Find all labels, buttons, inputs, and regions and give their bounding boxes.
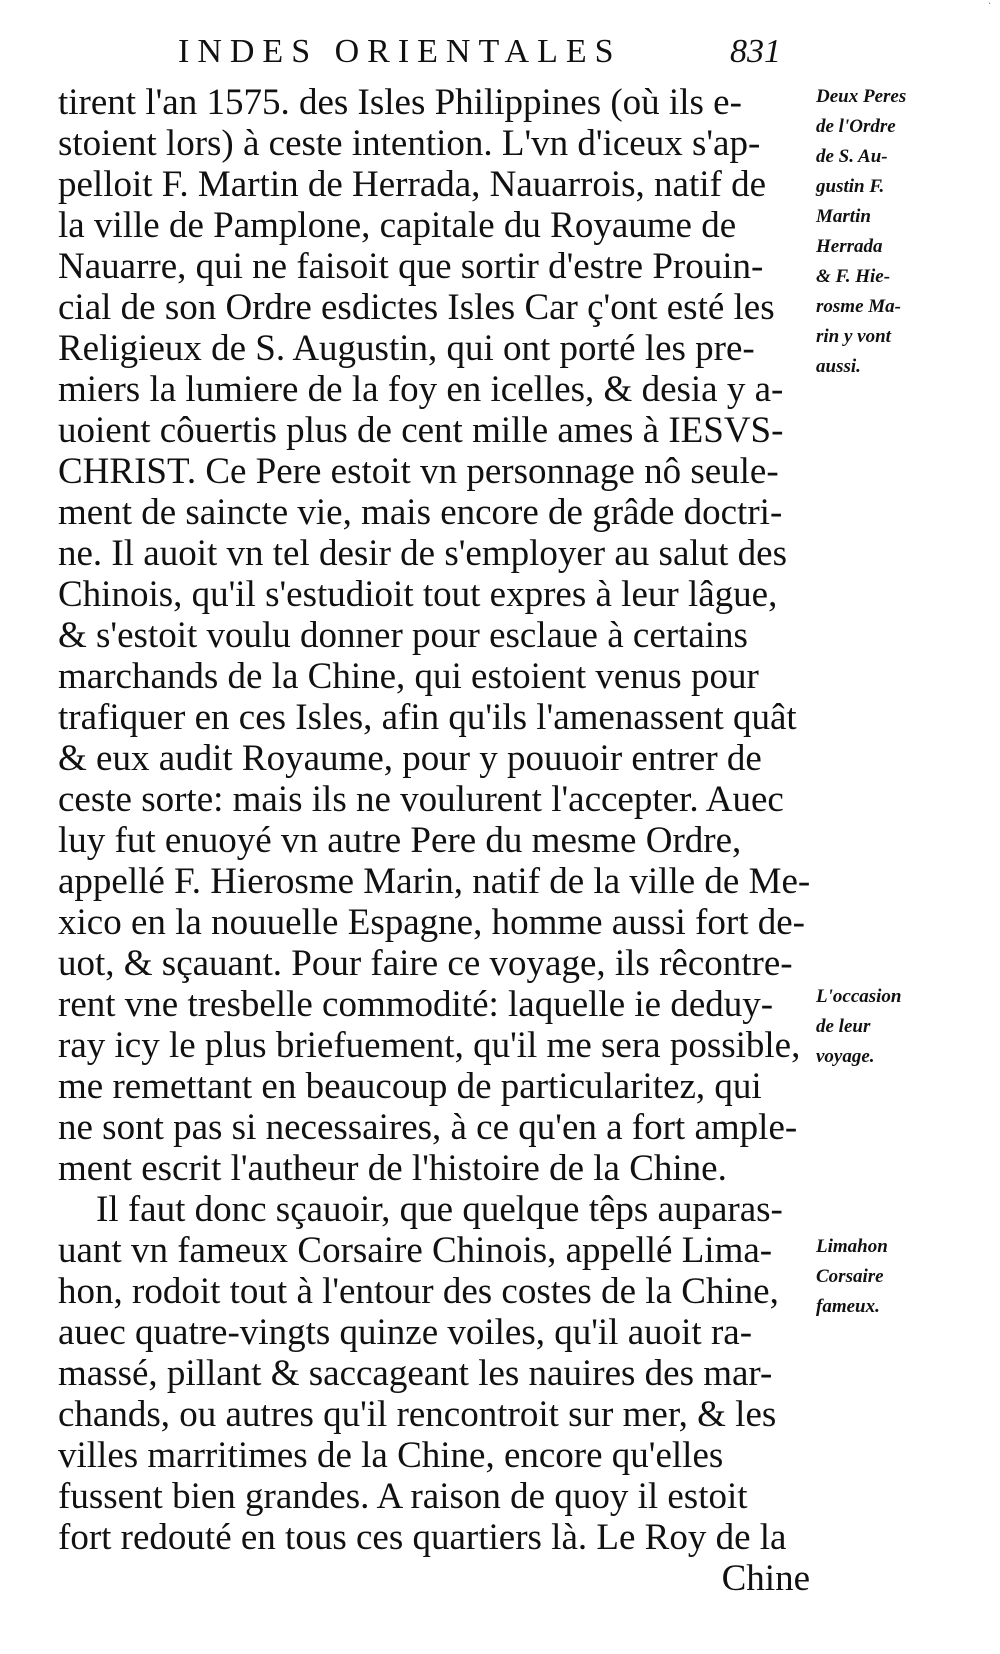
text-line: ray icy le plus briefuement, qu'il me sera possible, [58, 1025, 801, 1066]
catchword: Chine [721, 1558, 810, 1599]
text-line: massé, pillant & saccageant les nauires des mar- [58, 1353, 773, 1394]
text-line: villes marritimes de la Chine, encore qu'elles [58, 1435, 724, 1476]
margin-note-line: rosme Ma- [816, 296, 901, 317]
text-line: auec quatre-vingts quinze voiles, qu'il auoit ra- [58, 1312, 753, 1353]
page-number: 831 [730, 33, 781, 70]
main-text-block [58, 82, 810, 1642]
text-line: cial de son Ordre esdictes Isles Car ç'ont esté les [58, 287, 775, 328]
text-line: stoient lors) à ceste intention. L'vn d'iceux s'ap- [58, 123, 761, 164]
text-line: pelloit F. Martin de Herrada, Nauarrois, natif de [58, 164, 767, 205]
text-line: tirent l'an 1575. des Isles Philippines (où ils e- [58, 82, 742, 123]
text-line: ment escrit l'autheur de l'histoire de la Chine. [58, 1148, 727, 1189]
text-line: marchands de la Chine, qui estoient venus pour [58, 656, 759, 697]
text-line: uant vn fameux Corsaire Chinois, appellé Lima- [58, 1230, 773, 1271]
text-line: fussent bien grandes. A raison de quoy il estoit [58, 1476, 748, 1517]
margin-note-line: voyage. [816, 1046, 875, 1067]
text-line: Nauarre, qui ne faisoit que sortir d'estre Prouin- [58, 246, 764, 287]
text-line: Religieux de S. Augustin, qui ont porté les pre- [58, 328, 755, 369]
margin-note-line: Herrada [816, 236, 883, 257]
text-line: chands, ou autres qu'il rencontroit sur mer, & les [58, 1394, 777, 1435]
margin-note-line: & F. Hie- [816, 266, 891, 287]
margin-note-limahon [816, 1232, 956, 1322]
text-line: & s'estoit voulu donner pour esclaue à certains [58, 615, 748, 656]
text-line: trafiquer en ces Isles, afin qu'ils l'amenassent quât [58, 697, 797, 738]
text-line: uot, & sçauant. Pour faire ce voyage, ils rêcontre- [58, 943, 793, 984]
margin-note-line: Limahon [816, 1236, 888, 1257]
scan-edge-mark: · [988, 0, 992, 10]
text-line: Chinois, qu'il s'estudioit tout expres à leur lâgue, [58, 574, 778, 615]
text-line: hon, rodoit tout à l'entour des costes de la Chine, [58, 1271, 779, 1312]
text-line: luy fut enuoyé vn autre Pere du mesme Ordre, [58, 820, 742, 861]
margin-note-voyage-occasion [816, 982, 956, 1072]
text-line: ment de saincte vie, mais encore de grâde doctri- [58, 492, 783, 533]
margin-note-line: de S. Au- [816, 146, 888, 167]
margin-note-line: L'occasion [816, 986, 902, 1007]
margin-note-line: rin y vont [816, 326, 891, 347]
text-line: ne. Il auoit vn tel desir de s'employer au salut des [58, 533, 787, 574]
margin-note-line: de leur [816, 1016, 871, 1037]
margin-note-line: gustin F. [816, 176, 885, 197]
text-line: & eux audit Royaume, pour y pouuoir entrer de [58, 738, 762, 779]
paragraph-start-line: Il faut donc sçauoir, que quelque têps auparas- [96, 1189, 783, 1230]
text-line: la ville de Pamplone, capitale du Royaume de [58, 205, 737, 246]
margin-note-line: aussi. [816, 356, 861, 377]
margin-note-augustin-fathers [816, 82, 956, 382]
margin-note-line: Martin [816, 206, 871, 227]
text-line: ceste sorte: mais ils ne voulurent l'accepter. Auec [58, 779, 784, 820]
margin-note-line: Corsaire [816, 1266, 884, 1287]
text-line: appellé F. Hierosme Marin, natif de la ville de Me- [58, 861, 811, 902]
text-line: miers la lumiere de la foy en icelles, & desia y a- [58, 369, 784, 410]
text-line: xico en la nouuelle Espagne, homme aussi fort de- [58, 902, 805, 943]
text-line: rent vne tresbelle commodité: laquelle ie deduy- [58, 984, 774, 1025]
running-title: INDES ORIENTALES [178, 33, 622, 70]
text-line: CHRIST. Ce Pere estoit vn personnage nô seule- [58, 451, 779, 492]
text-line: uoient côuertis plus de cent mille ames à IESVS- [58, 410, 784, 451]
text-line: me remettant en beaucoup de particularitez, qui [58, 1066, 762, 1107]
margin-note-line: Deux Peres [816, 86, 907, 107]
text-line: ne sont pas si necessaires, à ce qu'en a fort ample- [58, 1107, 798, 1148]
margin-note-line: de l'Ordre [816, 116, 896, 137]
margin-note-line: fameux. [816, 1296, 880, 1317]
text-line: fort redouté en tous ces quartiers là. Le Roy de la [58, 1517, 787, 1558]
